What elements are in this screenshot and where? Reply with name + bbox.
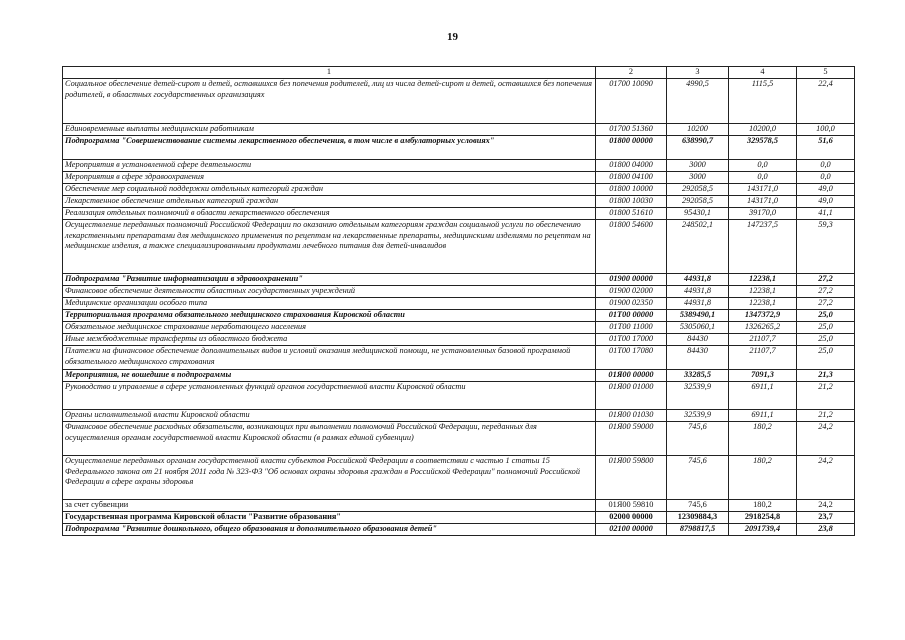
row-percent: 24,2 <box>797 500 855 512</box>
header-cell: 4 <box>729 67 797 79</box>
row-code: 01Я00 59000 <box>596 422 667 456</box>
row-actual: 39170,0 <box>729 208 797 220</box>
table-header-row <box>63 67 855 79</box>
row-code: 01Т00 17000 <box>596 334 667 346</box>
row-code: 01Я00 01000 <box>596 382 667 410</box>
row-plan: 8798817,5 <box>667 524 729 536</box>
row-name: Органы исполнительной власти Кировской области <box>63 410 596 422</box>
row-name: Подпрограмма "Развитие дошкольного, общего образования и дополнительного образования детей" <box>63 524 596 536</box>
row-percent: 0,0 <box>797 172 855 184</box>
row-percent: 25,0 <box>797 322 855 334</box>
row-plan: 44931,8 <box>667 274 729 286</box>
row-code: 01700 10090 <box>596 79 667 124</box>
table-row <box>63 334 855 346</box>
row-actual: 180,2 <box>729 456 797 500</box>
row-name: Финансовое обеспечение деятельности областных государственных учреждений <box>63 286 596 298</box>
header-cell: 3 <box>667 67 729 79</box>
row-code: 01800 00000 <box>596 136 667 160</box>
table-row <box>63 500 855 512</box>
row-actual: 21107,7 <box>729 346 797 370</box>
row-name: Осуществление переданных органам государственной власти субъектов Российской Федерации в соответствии с частью 1 статьи 15 Федерального закона от 21 ноября 2011 года № 323-ФЗ "Об основах охраны здоровья граждан в Российской Федерации" полномочий Российской Федерации в сфере охраны здоровья <box>63 456 596 500</box>
row-plan: 5389490,1 <box>667 310 729 322</box>
table-row <box>63 136 855 160</box>
table-row <box>63 310 855 322</box>
row-actual: 2918254,8 <box>729 512 797 524</box>
page-number: 19 <box>447 31 458 43</box>
row-name: Государственная программа Кировской области "Развитие образования" <box>63 512 596 524</box>
row-code: 01Я00 59800 <box>596 456 667 500</box>
row-actual: 143171,0 <box>729 196 797 208</box>
row-percent: 27,2 <box>797 286 855 298</box>
row-plan: 745,6 <box>667 422 729 456</box>
row-percent: 100,0 <box>797 124 855 136</box>
table-row <box>63 370 855 382</box>
table-row <box>63 220 855 274</box>
table-row <box>63 346 855 370</box>
table-row <box>63 456 855 500</box>
row-name: Обеспечение мер социальной поддержки отдельных категорий граждан <box>63 184 596 196</box>
row-name: Социальное обеспечение детей-сирот и детей, оставшихся без попечения родителей, лиц из числа детей-сирот и детей, оставшихся без попечения родителей, в областных государственных организациях <box>63 79 596 124</box>
row-percent: 24,2 <box>797 422 855 456</box>
row-plan: 95430,1 <box>667 208 729 220</box>
row-actual: 0,0 <box>729 160 797 172</box>
table-row <box>63 208 855 220</box>
row-actual: 1326265,2 <box>729 322 797 334</box>
row-name: Подпрограмма "Совершенствование системы лекарственного обеспечения, в том числе в амбулаторных условиях" <box>63 136 596 160</box>
row-percent: 21,3 <box>797 370 855 382</box>
row-name: Иные межбюджетные трансферты из областного бюджета <box>63 334 596 346</box>
row-percent: 59,3 <box>797 220 855 274</box>
row-percent: 41,1 <box>797 208 855 220</box>
row-name: Финансовое обеспечение расходных обязательств, возникающих при выполнении полномочий Российской Федерации, переданных для осуществления органам государственной власти Кировской области (в рамках единой субвенции) <box>63 422 596 456</box>
row-name: Руководство и управление в сфере установленных функций органов государственной власти Кировской области <box>63 382 596 410</box>
row-code: 01800 04100 <box>596 172 667 184</box>
row-code: 01900 02350 <box>596 298 667 310</box>
row-plan: 32539,9 <box>667 382 729 410</box>
row-plan: 292058,5 <box>667 196 729 208</box>
row-plan: 248502,1 <box>667 220 729 274</box>
row-name: Обязательное медицинское страхование неработающего населения <box>63 322 596 334</box>
row-code: 01Я00 59810 <box>596 500 667 512</box>
budget-table <box>62 66 855 536</box>
table-row <box>63 196 855 208</box>
row-code: 01800 54600 <box>596 220 667 274</box>
row-percent: 24,2 <box>797 456 855 500</box>
table-row <box>63 524 855 536</box>
row-plan: 638990,7 <box>667 136 729 160</box>
row-percent: 21,2 <box>797 382 855 410</box>
table-row <box>63 124 855 136</box>
row-percent: 51,6 <box>797 136 855 160</box>
row-actual: 147237,5 <box>729 220 797 274</box>
row-actual: 12238,1 <box>729 274 797 286</box>
table-row <box>63 512 855 524</box>
row-plan: 84430 <box>667 334 729 346</box>
table-row <box>63 382 855 410</box>
row-plan: 12309884,3 <box>667 512 729 524</box>
table-row <box>63 286 855 298</box>
row-actual: 21107,7 <box>729 334 797 346</box>
row-name: Мероприятия в сфере здравоохранения <box>63 172 596 184</box>
row-actual: 6911,1 <box>729 382 797 410</box>
table-row <box>63 422 855 456</box>
header-cell: 5 <box>797 67 855 79</box>
row-plan: 32539,9 <box>667 410 729 422</box>
row-actual: 6911,1 <box>729 410 797 422</box>
row-plan: 745,6 <box>667 500 729 512</box>
row-name: за счет субвенции <box>63 500 596 512</box>
header-cell: 2 <box>596 67 667 79</box>
row-code: 01800 04000 <box>596 160 667 172</box>
row-actual: 10200,0 <box>729 124 797 136</box>
row-actual: 1347372,9 <box>729 310 797 322</box>
row-actual: 2091739,4 <box>729 524 797 536</box>
row-name: Мероприятия в установленной сфере деятельности <box>63 160 596 172</box>
table-row <box>63 274 855 286</box>
row-code: 02000 00000 <box>596 512 667 524</box>
row-name: Медицинские организации особого типа <box>63 298 596 310</box>
row-actual: 143171,0 <box>729 184 797 196</box>
row-code: 01Т00 00000 <box>596 310 667 322</box>
table-row <box>63 160 855 172</box>
row-percent: 23,7 <box>797 512 855 524</box>
row-name: Мероприятия, не вошедшие в подпрограммы <box>63 370 596 382</box>
row-plan: 33285,5 <box>667 370 729 382</box>
row-actual: 180,2 <box>729 500 797 512</box>
row-name: Лекарственное обеспечение отдельных категорий граждан <box>63 196 596 208</box>
row-plan: 44931,8 <box>667 286 729 298</box>
header-cell: 1 <box>63 67 596 79</box>
row-plan: 745,6 <box>667 456 729 500</box>
row-actual: 329578,5 <box>729 136 797 160</box>
row-plan: 5305060,1 <box>667 322 729 334</box>
table-row <box>63 184 855 196</box>
row-name: Территориальная программа обязательного медицинского страхования Кировской области <box>63 310 596 322</box>
row-code: 01800 10030 <box>596 196 667 208</box>
row-code: 01700 51360 <box>596 124 667 136</box>
row-code: 01800 10000 <box>596 184 667 196</box>
row-plan: 3000 <box>667 172 729 184</box>
row-code: 01Т00 11000 <box>596 322 667 334</box>
row-name: Единовременные выплаты медицинским работникам <box>63 124 596 136</box>
row-percent: 22,4 <box>797 79 855 124</box>
row-percent: 27,2 <box>797 274 855 286</box>
row-percent: 21,2 <box>797 410 855 422</box>
row-plan: 3000 <box>667 160 729 172</box>
row-actual: 1115,5 <box>729 79 797 124</box>
row-actual: 180,2 <box>729 422 797 456</box>
row-percent: 23,8 <box>797 524 855 536</box>
row-code: 01Я00 01030 <box>596 410 667 422</box>
row-code: 01900 00000 <box>596 274 667 286</box>
table-row <box>63 79 855 124</box>
row-plan: 44931,8 <box>667 298 729 310</box>
row-actual: 7091,3 <box>729 370 797 382</box>
row-percent: 49,0 <box>797 196 855 208</box>
table-row <box>63 172 855 184</box>
row-code: 02100 00000 <box>596 524 667 536</box>
row-percent: 25,0 <box>797 334 855 346</box>
row-percent: 25,0 <box>797 310 855 322</box>
row-actual: 0,0 <box>729 172 797 184</box>
row-code: 01Я00 00000 <box>596 370 667 382</box>
table-row <box>63 410 855 422</box>
row-name: Реализация отдельных полномочий в области лекарственного обеспечения <box>63 208 596 220</box>
row-code: 01800 51610 <box>596 208 667 220</box>
row-actual: 12238,1 <box>729 298 797 310</box>
row-plan: 4990,5 <box>667 79 729 124</box>
row-plan: 292058,5 <box>667 184 729 196</box>
row-code: 01900 02000 <box>596 286 667 298</box>
row-percent: 49,0 <box>797 184 855 196</box>
table-row <box>63 298 855 310</box>
row-name: Осуществление переданных полномочий Российской Федерации по оказанию отдельным категориям граждан социальной услуги по обеспечению лекарственными препаратами для медицинского применения по рецептам на лекарственные препараты, медицинскими изделиями по рецептам на медицинские изделия, а также специализированными продуктами лечебного питания для детей-инвалидов <box>63 220 596 274</box>
row-plan: 10200 <box>667 124 729 136</box>
row-actual: 12238,1 <box>729 286 797 298</box>
row-percent: 25,0 <box>797 346 855 370</box>
row-code: 01Т00 17080 <box>596 346 667 370</box>
row-name: Платежи на финансовое обеспечение дополнительных видов и условий оказания медицинской помощи, не установленных базовой программой обязательного медицинского страхования <box>63 346 596 370</box>
row-percent: 0,0 <box>797 160 855 172</box>
row-plan: 84430 <box>667 346 729 370</box>
row-name: Подпрограмма "Развитие информатизации в здравоохранении" <box>63 274 596 286</box>
table-row <box>63 322 855 334</box>
row-percent: 27,2 <box>797 298 855 310</box>
